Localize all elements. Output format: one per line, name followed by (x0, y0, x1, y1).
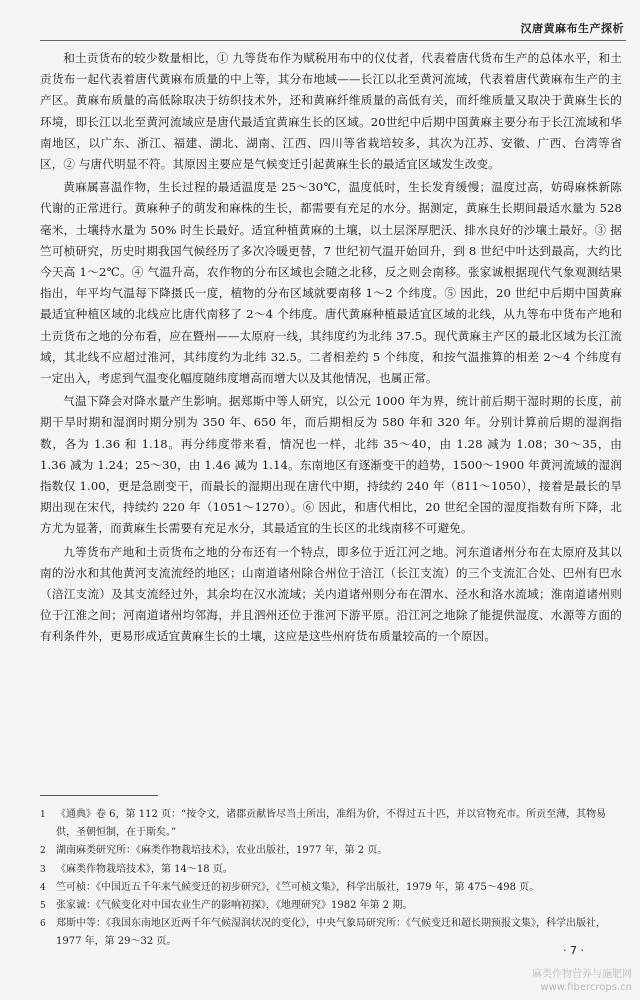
footnote-2 (40, 842, 610, 860)
footnote-6 (40, 915, 610, 951)
body-text (40, 48, 622, 650)
footnote-number: 2 (40, 846, 46, 857)
footnote-number: 5 (40, 901, 46, 912)
footnote-number: 6 (40, 919, 46, 930)
running-header-title: 汉唐黄麻布生产探析 (520, 22, 624, 35)
footnote-4 (40, 879, 610, 897)
watermark-line-1: 麻类作物营养与施肥网 (532, 969, 632, 980)
footnote-number: 3 (40, 864, 46, 875)
footnote-text: 《麻类作物栽培技术》，第 14～18 页。 (56, 863, 233, 875)
page-number: · 7 · (563, 944, 584, 957)
watermark-line-2: www.fibercrops.cn (540, 982, 632, 993)
footnote-number: 1 (40, 810, 46, 820)
footnote-text: 竺可桢：《中国近五千年来气候变迁的初步研究》，《竺可桢文集》，科学出版社，1979 年，第 475～498 页。 (56, 881, 540, 893)
footnote-5 (40, 897, 610, 915)
footnote-3 (40, 861, 610, 879)
paragraph-3: 气温下降会对降水量产生影响。据郑斯中等人研究，以公元 1000 年为界，统计前后期干湿时期的长度，前期干旱时期和湿润时期分别为 350 年、650 年，而后期相反为 580 年和 320 年。分别计算前后期的湿润指数，各为 1.36 和 1.18。再分纬度带来看，情况也一样，北纬 35～40，由 1.28 减为 1.08；30～35，由 1.36 减为 1.24；25～30，由 1.46 减为 1.14。东南地区有逐渐变干的趋势，1500～1900 年黄河流域的湿润指数仅 1.00，更是急剧变干，而最长的湿期出现在唐代中期，持续约 240 年（811～1050），接着是最长的旱期出现在宋代，持续约 220 年（1051～1270）。⑥ 因此，和唐代相比，20 世纪全国的湿度指数有所下降，北方尤为显著，而黄麻生长需要有充足水分，其最适宜的生长区的北线南移不可避免。 (40, 394, 622, 536)
footnote-rule (40, 795, 158, 796)
paragraph-1: 和土贡货布的较少数量相比，① 九等货布作为赋税用布中的仪仗者，代表着唐代货布生产的总体水平，和土贡货布一起代表着唐代黄麻布质量的中上等，其分布地域——长江以北至黄河流域，代表着唐代黄麻布生产的主产区。黄麻布质量的高低除取决于纺织技术外，还和黄麻纤维质量的高低有关，而纤维质量又取决于黄麻生长的环境，即长江以北至黄河流域应是唐代最适宜黄麻生长的区域。20世纪中后期中国黄麻主要分布于长江流域和华南地区，以广东、浙江、福建、湖北、湖南、江西、四川等省栽培较多，其次为江苏、安徽、广西、台湾等省区，② 与唐代明显不符。其原因主要应是气候变迁引起黄麻生长的最适宜区域发生改变。 (40, 51, 622, 172)
footnote-text: 湖南麻类研究所：《麻类作物栽培技术》，农业出版社，1977 年，第 2 页。 (56, 845, 388, 857)
footnote-number: 4 (40, 882, 46, 893)
footnote-text: 郑斯中等：《我国东南地区近两千年气候湿润状况的变化》，中央气象局研究所：《气候变迁和超长期预报文集》，科学出版社，1977 年，第 29～32 页。 (56, 918, 606, 948)
watermark (532, 968, 632, 994)
paragraph-2: 黄麻属喜温作物，生长过程的最适温度是 25～30℃，温度低时，生长发育缓慢；温度过高，妨碍麻株新陈代谢的正常进行。黄麻种子的萌发和麻株的生长，都需要有充足的水分。据测定，黄麻生长期间最适水量为 528 毫米，土壤持水量为 50% 时生长最好。适宜种植黄麻的土壤，以土层深厚肥沃、排水良好的沙壤土最好。③ 据竺可桢研究，历史时期我国气候经历了多次冷暖更替，7 世纪初气温开始回升，到 8 世纪中叶达到最高，大约比今天高 1～2℃。④ 气温升高，农作物的分布区域也会随之北移，反之则会南移。张家诚根据现代气象观测结果指出，年平均气温每下降摄氏一度，植物的分布区域就要南移 1～2 个纬度。⑤ 因此，20 世纪中后期中国黄麻最适宜种植区域的北线应比唐代南移了 2～4 个纬度。唐代黄麻种植最适宜区域的北线，从九等布中货布产地和土贡货布之地的分布看，应在暨州——太原府一线，其纬度约为北纬 37.5。现代黄麻主产区的最北区域为长江流域，其北线不应超过淮河，其纬度约为北纬 32.5。二者相差约 5 个纬度，和按气温推算的相差 2～4 个纬度有一定出入，考虑到气温变化幅度随纬度增高而增大以及其他情况，也属正常。 (40, 180, 622, 386)
paragraph-4: 九等货布产地和土贡货布之地的分布还有一个特点，即多位于近江河之地。河东道诸州分布在太原府及其以南的汾水和其他黄河支流流经的地区；山南道诸州除合州位于涪江（长江支流）的三个支流汇合处、巴州有巴水（涪江支流）及其支流经过外，其余均在汉水流域；关内道诸州则分布在渭水、泾水和洛水流域；淮南道诸州则位于江淮之间；河南道诸州均邻海，并且泗州还位于淮河下游平原。沿江河之地除了能提供湿度、水源等方面的有利条件外，更易形成适宜黄麻生长的土壤，这应是这些州府货布质量较高的一个原因。 (40, 544, 622, 644)
footnote-text: 张家诚：《气候变化对中国农业生产的影响初探》，《地理研究》1982 年第 2 期。 (56, 900, 413, 912)
footnote-text: 《通典》卷 6，第 112 页：“按令文，诸郡贡献皆尽当土所出，准绢为价，不得过五十匹，并以官物充市。所贡至薄，其物易供，圣朝恒制，在于斯矣。” (56, 809, 607, 839)
footnotes (40, 806, 610, 952)
header-rule (40, 40, 626, 41)
footnote-1 (40, 806, 610, 842)
